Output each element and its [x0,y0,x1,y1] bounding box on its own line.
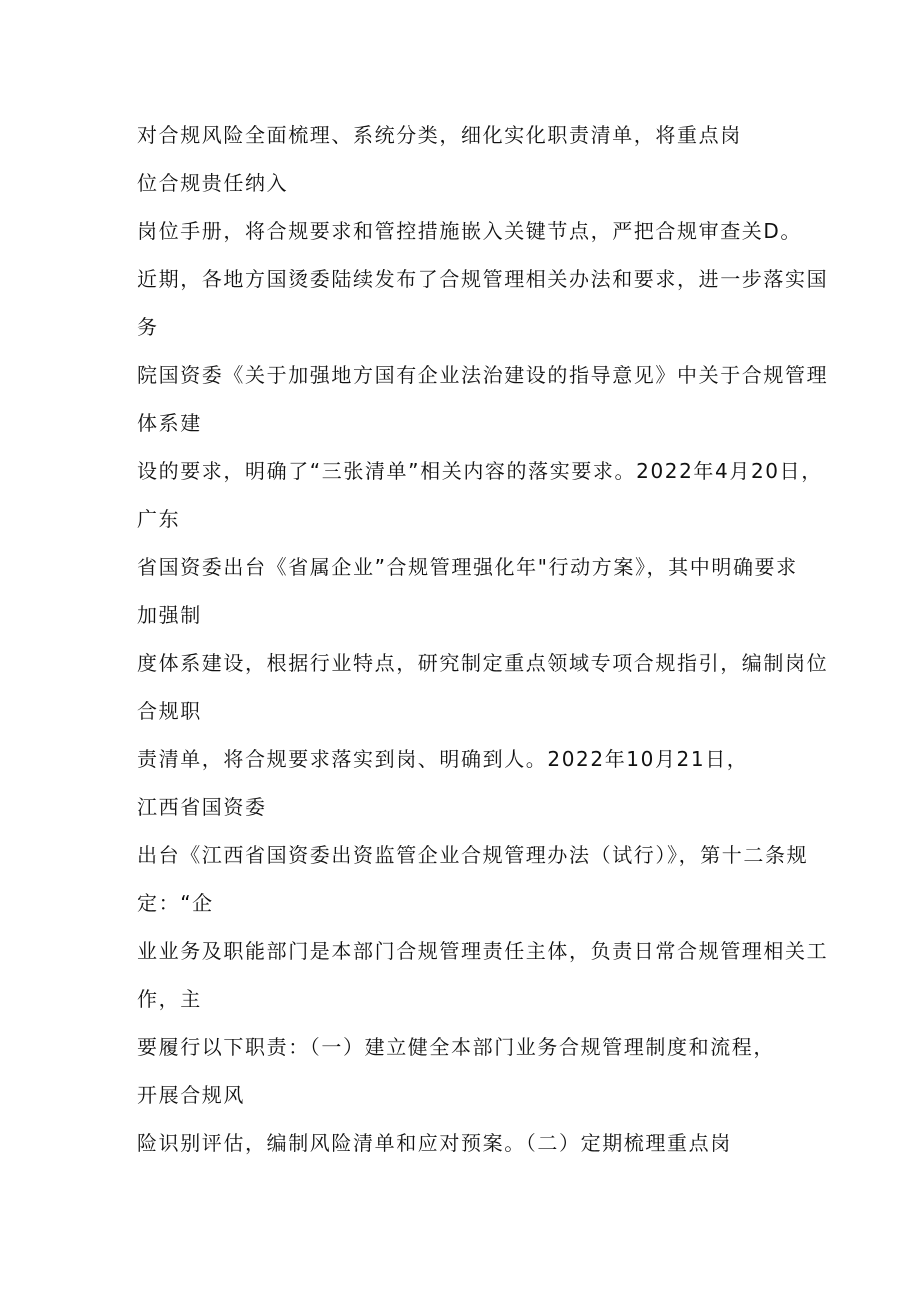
text-line: 广东 [137,507,181,531]
text-line: 要履行以下职责：（一）建立健全本部门业务合规管理制度和流程， [137,1035,775,1059]
text-line: 定：“企 [137,891,214,915]
text-line: 合规职 [137,699,202,723]
text-line: 位合规贵任纳入 [137,171,289,195]
text-line: 江西省国资委 [137,795,267,819]
text-line: 省国资委出台《省属企业”合规管理强化年"行动方案》，其中明确要求 [137,555,798,579]
text-line: 险识别评估，编制风险清单和应对预案。（二）定期梳理重点岗 [137,1131,732,1155]
text-line: 岗位手册，将合规要求和管控措施嵌入关键节点，严把合规审查关D。 [137,219,802,243]
text-line: 体系建 [137,411,202,435]
text-line: 业业务及职能部门是本部门合规管理责任主体，负责日常合规管理相关工 [137,939,829,963]
text-line: 出台《江西省国资委出资监管企业合规管理办法（试行）》，第十二条规 [137,843,809,867]
text-line: 作，主 [137,987,202,1011]
text-line: 近期，各地方国烫委陆续发布了合规管理相关办法和要求，进一步落实国 [137,267,829,291]
text-line: 责清单，将合规要求落实到岗、明确到人。2022年10月21日， [137,747,749,771]
text-line: 院国资委《关于加强地方国有企业法治建设的指导意见》中关于合规管理 [137,363,829,387]
text-line: 度体系建设，根据行业特点，研究制定重点领域专项合规指引，编制岗位 [137,651,829,675]
text-line: 开展合规风 [137,1083,245,1107]
text-line: 设的要求，明确了“三张清单”相关内容的落实要求。2022年4月20日， [137,459,823,483]
text-line: 加强制 [137,603,202,627]
text-line: 务 [137,315,159,339]
text-line: 对合规风险全面梳理、系统分类，细化实化职责清单，将重点岗 [137,123,742,147]
